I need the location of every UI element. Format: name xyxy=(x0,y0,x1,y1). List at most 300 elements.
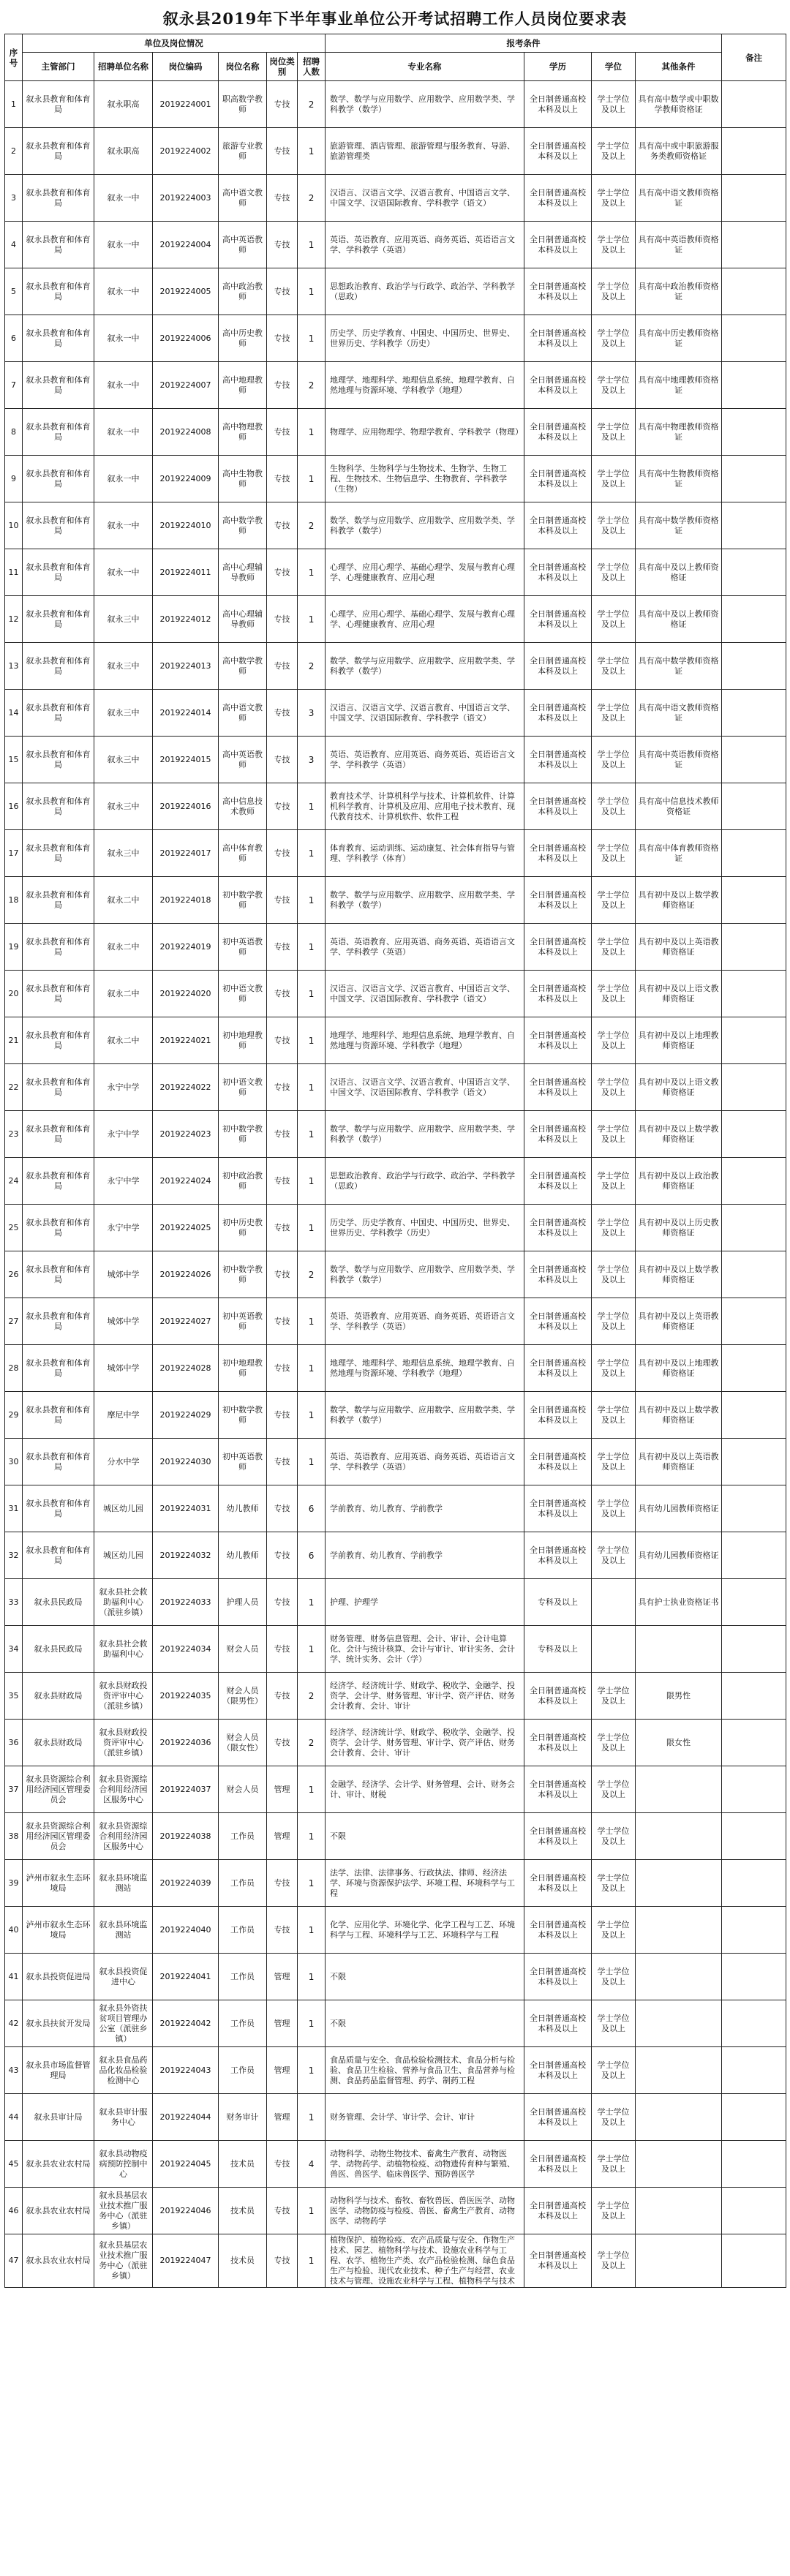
cell-degree: 学士学位及以上 xyxy=(592,362,636,409)
cell-remark xyxy=(722,549,786,596)
cell-other: 具有高中语文教师资格证 xyxy=(636,690,722,737)
cell-major: 法学、法律、法律事务、行政执法、律师、经济法学、环境与资源保护法学、环境工程、环境科学与工程 xyxy=(326,1860,524,1907)
cell-major: 动物科学、动物生物技术、畜禽生产教育、动物医学、动物药学、动植物检疫、动物遗传育种与繁殖、兽医、兽医学、临床兽医学、预防兽医学 xyxy=(326,2141,524,2188)
cell-remark xyxy=(722,1579,786,1626)
cell-post: 高中历史教师 xyxy=(219,315,267,362)
cell-post: 初中地理教师 xyxy=(219,1017,267,1064)
header-unit: 招聘单位名称 xyxy=(94,53,153,81)
table-row xyxy=(5,1017,786,1064)
table-row xyxy=(5,315,786,362)
cell-type: 专技 xyxy=(267,1860,298,1907)
table-row xyxy=(5,1954,786,2000)
cell-unit: 叙永三中 xyxy=(94,783,153,830)
cell-unit: 叙永一中 xyxy=(94,362,153,409)
cell-code: 2019224031 xyxy=(153,1485,219,1532)
cell-education: 全日制普通高校本科及以上 xyxy=(524,2188,592,2234)
cell-other: 具有高中政治教师资格证 xyxy=(636,268,722,315)
cell-code: 2019224027 xyxy=(153,1298,219,1345)
cell-count: 1 xyxy=(298,1064,326,1111)
cell-unit: 叙永县食品药品化妆品检验检测中心 xyxy=(94,2047,153,2094)
cell-type: 专技 xyxy=(267,2141,298,2188)
cell-count: 1 xyxy=(298,830,326,877)
cell-code: 2019224014 xyxy=(153,690,219,737)
cell-degree: 学士学位及以上 xyxy=(592,2094,636,2141)
cell-dept: 叙永县教育和体育局 xyxy=(23,1064,94,1111)
cell-seq: 37 xyxy=(5,1766,23,1813)
cell-degree: 学士学位及以上 xyxy=(592,268,636,315)
cell-dept: 泸州市叙永生态环境局 xyxy=(23,1907,94,1954)
cell-education: 全日制普通高校本科及以上 xyxy=(524,1298,592,1345)
cell-dept: 叙永县教育和体育局 xyxy=(23,549,94,596)
cell-remark xyxy=(722,643,786,690)
cell-code: 2019224042 xyxy=(153,2000,219,2047)
cell-seq: 43 xyxy=(5,2047,23,2094)
cell-count: 1 xyxy=(298,1111,326,1158)
cell-remark xyxy=(722,81,786,128)
cell-type: 专技 xyxy=(267,830,298,877)
cell-code: 2019224023 xyxy=(153,1111,219,1158)
cell-major: 数学、数学与应用数学、应用数学、应用数学类、学科教学（数学） xyxy=(326,877,524,924)
cell-type: 专技 xyxy=(267,268,298,315)
cell-remark xyxy=(722,1860,786,1907)
cell-major: 地理学、地理科学、地理信息系统、地理学教育、自然地理与资源环境、学科教学（地理） xyxy=(326,362,524,409)
cell-count: 1 xyxy=(298,877,326,924)
cell-post: 技术员 xyxy=(219,2141,267,2188)
cell-count: 1 xyxy=(298,1766,326,1813)
cell-seq: 10 xyxy=(5,502,23,549)
cell-degree: 学士学位及以上 xyxy=(592,1017,636,1064)
cell-type: 专技 xyxy=(267,1720,298,1766)
cell-remark xyxy=(722,971,786,1017)
cell-unit: 叙永县外资扶贫项目管理办公室（派驻乡镇） xyxy=(94,2000,153,2047)
cell-unit: 叙永一中 xyxy=(94,502,153,549)
header-degree: 学位 xyxy=(592,53,636,81)
cell-remark xyxy=(722,1954,786,2000)
cell-count: 1 xyxy=(298,1954,326,2000)
cell-major: 历史学、历史学教育、中国史、中国历史、世界史、世界历史、学科教学（历史） xyxy=(326,1205,524,1251)
cell-unit: 城区幼儿园 xyxy=(94,1532,153,1579)
cell-type: 专技 xyxy=(267,502,298,549)
cell-count: 1 xyxy=(298,2000,326,2047)
cell-remark xyxy=(722,1345,786,1392)
table-row xyxy=(5,1298,786,1345)
cell-major: 财务管理、会计学、审计学、会计、审计 xyxy=(326,2094,524,2141)
cell-unit: 叙永县基层农业技术推广服务中心（派驻乡镇） xyxy=(94,2234,153,2288)
cell-other: 具有初中及以上英语教师资格证 xyxy=(636,1439,722,1485)
cell-major: 学前教育、幼儿教育、学前教学 xyxy=(326,1532,524,1579)
cell-count: 1 xyxy=(298,1813,326,1860)
cell-dept: 叙永县财政局 xyxy=(23,1720,94,1766)
cell-type: 专技 xyxy=(267,222,298,268)
cell-type: 专技 xyxy=(267,737,298,783)
header-seq: 序号 xyxy=(5,34,23,81)
cell-remark xyxy=(722,1251,786,1298)
cell-major: 英语、英语教育、应用英语、商务英语、英语语言文学、学科教学（英语） xyxy=(326,1298,524,1345)
cell-unit: 永宁中学 xyxy=(94,1111,153,1158)
cell-degree: 学士学位及以上 xyxy=(592,1860,636,1907)
cell-major: 地理学、地理科学、地理信息系统、地理学教育、自然地理与资源环境、学科教学（地理） xyxy=(326,1345,524,1392)
cell-remark xyxy=(722,315,786,362)
cell-degree: 学士学位及以上 xyxy=(592,877,636,924)
cell-type: 专技 xyxy=(267,783,298,830)
cell-major: 经济学、经济统计学、财政学、税收学、金融学、投资学、会计学、财务管理、审计学、资产评估、财务会计教育、会计、审计 xyxy=(326,1720,524,1766)
cell-type: 管理 xyxy=(267,1954,298,2000)
table-row xyxy=(5,81,786,128)
table-row xyxy=(5,456,786,502)
cell-code: 2019224041 xyxy=(153,1954,219,2000)
cell-type: 专技 xyxy=(267,596,298,643)
cell-dept: 叙永县农业农村局 xyxy=(23,2188,94,2234)
cell-education: 全日制普通高校本科及以上 xyxy=(524,1907,592,1954)
cell-unit: 分水中学 xyxy=(94,1439,153,1485)
cell-degree: 学士学位及以上 xyxy=(592,783,636,830)
cell-education: 全日制普通高校本科及以上 xyxy=(524,830,592,877)
table-row xyxy=(5,1205,786,1251)
cell-degree: 学士学位及以上 xyxy=(592,1064,636,1111)
cell-education: 全日制普通高校本科及以上 xyxy=(524,1485,592,1532)
cell-type: 专技 xyxy=(267,643,298,690)
cell-other: 具有初中及以上语文教师资格证 xyxy=(636,971,722,1017)
cell-type: 专技 xyxy=(267,1017,298,1064)
cell-other: 具有高中及以上教师资格证 xyxy=(636,596,722,643)
cell-dept: 叙永县教育和体育局 xyxy=(23,830,94,877)
cell-major: 体育教育、运动训练、运动康复、社会体育指导与管理、学科教学（体育） xyxy=(326,830,524,877)
cell-remark xyxy=(722,2188,786,2234)
table-row xyxy=(5,2094,786,2141)
cell-type: 专技 xyxy=(267,1626,298,1673)
cell-major: 学前教育、幼儿教育、学前教学 xyxy=(326,1485,524,1532)
cell-degree: 学士学位及以上 xyxy=(592,690,636,737)
cell-unit: 叙永县社会救助福利中心（派驻乡镇） xyxy=(94,1579,153,1626)
cell-seq: 40 xyxy=(5,1907,23,1954)
cell-other xyxy=(636,2000,722,2047)
cell-count: 2 xyxy=(298,1251,326,1298)
cell-remark xyxy=(722,877,786,924)
cell-dept: 叙永县教育和体育局 xyxy=(23,409,94,456)
cell-other: 具有初中及以上语文教师资格证 xyxy=(636,1064,722,1111)
cell-seq: 26 xyxy=(5,1251,23,1298)
cell-major: 数学、数学与应用数学、应用数学、应用数学类、学科教学（数学） xyxy=(326,1392,524,1439)
cell-remark xyxy=(722,1626,786,1673)
table-row xyxy=(5,1345,786,1392)
cell-degree: 学士学位及以上 xyxy=(592,409,636,456)
table-row xyxy=(5,596,786,643)
cell-count: 1 xyxy=(298,315,326,362)
table-row xyxy=(5,222,786,268)
cell-post: 工作员 xyxy=(219,2047,267,2094)
cell-unit: 永宁中学 xyxy=(94,1158,153,1205)
cell-remark xyxy=(722,128,786,175)
cell-dept: 叙永县教育和体育局 xyxy=(23,1532,94,1579)
table-row xyxy=(5,643,786,690)
cell-post: 幼儿教师 xyxy=(219,1532,267,1579)
cell-post: 工作员 xyxy=(219,2000,267,2047)
cell-seq: 1 xyxy=(5,81,23,128)
cell-major: 化学、应用化学、环境化学、化学工程与工艺、环境科学与工程、环境科学与工艺、环境科学与工程 xyxy=(326,1907,524,1954)
cell-code: 2019224037 xyxy=(153,1766,219,1813)
cell-unit: 叙永县财政投资评审中心（派驻乡镇） xyxy=(94,1673,153,1720)
cell-seq: 41 xyxy=(5,1954,23,2000)
cell-type: 专技 xyxy=(267,1345,298,1392)
cell-education: 全日制普通高校本科及以上 xyxy=(524,1813,592,1860)
cell-type: 专技 xyxy=(267,362,298,409)
table-row xyxy=(5,1673,786,1720)
cell-education: 专科及以上 xyxy=(524,1626,592,1673)
cell-education: 全日制普通高校本科及以上 xyxy=(524,596,592,643)
cell-type: 专技 xyxy=(267,1673,298,1720)
cell-type: 专技 xyxy=(267,1158,298,1205)
cell-unit: 叙永三中 xyxy=(94,643,153,690)
cell-count: 2 xyxy=(298,175,326,222)
cell-type: 管理 xyxy=(267,1813,298,1860)
cell-count: 1 xyxy=(298,971,326,1017)
cell-remark xyxy=(722,1439,786,1485)
cell-post: 护理人员 xyxy=(219,1579,267,1626)
cell-post: 幼儿教师 xyxy=(219,1485,267,1532)
cell-major: 历史学、历史学教育、中国史、中国历史、世界史、世界历史、学科教学（历史） xyxy=(326,315,524,362)
cell-post: 高中政治教师 xyxy=(219,268,267,315)
cell-other: 限男性 xyxy=(636,1673,722,1720)
cell-unit: 叙永县财政投资评审中心（派驻乡镇） xyxy=(94,1720,153,1766)
cell-code: 2019224020 xyxy=(153,971,219,1017)
cell-type: 专技 xyxy=(267,877,298,924)
cell-seq: 28 xyxy=(5,1345,23,1392)
cell-count: 2 xyxy=(298,1720,326,1766)
cell-remark xyxy=(722,456,786,502)
cell-count: 1 xyxy=(298,222,326,268)
table-row xyxy=(5,1907,786,1954)
cell-education: 全日制普通高校本科及以上 xyxy=(524,128,592,175)
cell-code: 2019224009 xyxy=(153,456,219,502)
cell-major: 英语、英语教育、应用英语、商务英语、英语语言文学、学科教学（英语） xyxy=(326,1439,524,1485)
cell-remark xyxy=(722,596,786,643)
cell-degree: 学士学位及以上 xyxy=(592,1485,636,1532)
cell-degree: 学士学位及以上 xyxy=(592,1766,636,1813)
cell-code: 2019224038 xyxy=(153,1813,219,1860)
cell-other: 具有高中及以上教师资格证 xyxy=(636,549,722,596)
cell-major: 心理学、应用心理学、基础心理学、发展与教育心理学、心理健康教育、应用心理 xyxy=(326,596,524,643)
cell-unit: 叙永县基层农业技术推广服务中心（派驻乡镇） xyxy=(94,2188,153,2234)
cell-type: 专技 xyxy=(267,2188,298,2234)
cell-education: 全日制普通高校本科及以上 xyxy=(524,1064,592,1111)
cell-major: 植物保护、植物检疫、农产品质量与安全、作物生产技术、园艺、植物科学与技术、设施农业科学与工程、农学、植物生产类、农产品检验检测、绿色食品生产与检验、现代农业技术、种子生产与经营、农业技术与管理、设施农业科学与工程、植物科学与技术 xyxy=(326,2234,524,2288)
cell-degree: 学士学位及以上 xyxy=(592,1251,636,1298)
table-row xyxy=(5,409,786,456)
cell-count: 4 xyxy=(298,2141,326,2188)
cell-seq: 23 xyxy=(5,1111,23,1158)
cell-major: 动物科学与技术、畜牧、畜牧兽医、兽医医学、动物医学、动物防疫与检疫、兽医、畜禽生产教育、动物医学、动物药学 xyxy=(326,2188,524,2234)
cell-seq: 22 xyxy=(5,1064,23,1111)
cell-other: 限女性 xyxy=(636,1720,722,1766)
cell-count: 6 xyxy=(298,1532,326,1579)
cell-other: 具有护士执业资格证书 xyxy=(636,1579,722,1626)
cell-degree: 学士学位及以上 xyxy=(592,971,636,1017)
cell-education: 全日制普通高校本科及以上 xyxy=(524,1673,592,1720)
cell-post: 高中语文教师 xyxy=(219,690,267,737)
cell-count: 1 xyxy=(298,2234,326,2288)
cell-type: 专技 xyxy=(267,81,298,128)
cell-code: 2019224026 xyxy=(153,1251,219,1298)
cell-education: 全日制普通高校本科及以上 xyxy=(524,690,592,737)
cell-post: 技术员 xyxy=(219,2188,267,2234)
cell-seq: 34 xyxy=(5,1626,23,1673)
table-row xyxy=(5,1813,786,1860)
cell-remark xyxy=(722,362,786,409)
cell-degree: 学士学位及以上 xyxy=(592,1298,636,1345)
cell-type: 专技 xyxy=(267,175,298,222)
cell-remark xyxy=(722,2047,786,2094)
cell-remark xyxy=(722,1813,786,1860)
cell-other xyxy=(636,1766,722,1813)
cell-count: 2 xyxy=(298,362,326,409)
cell-seq: 15 xyxy=(5,737,23,783)
cell-post: 高中数学教师 xyxy=(219,502,267,549)
cell-code: 2019224002 xyxy=(153,128,219,175)
cell-code: 2019224043 xyxy=(153,2047,219,2094)
cell-count: 1 xyxy=(298,2188,326,2234)
cell-other: 具有高中体育教师资格证 xyxy=(636,830,722,877)
cell-seq: 5 xyxy=(5,268,23,315)
cell-post: 高中心理辅导教师 xyxy=(219,549,267,596)
table-row xyxy=(5,128,786,175)
cell-degree: 学士学位及以上 xyxy=(592,1439,636,1485)
cell-other: 具有初中及以上数学教师资格证 xyxy=(636,1251,722,1298)
cell-post: 工作员 xyxy=(219,1813,267,1860)
cell-dept: 叙永县教育和体育局 xyxy=(23,128,94,175)
cell-code: 2019224006 xyxy=(153,315,219,362)
cell-seq: 19 xyxy=(5,924,23,971)
cell-post: 高中英语教师 xyxy=(219,222,267,268)
cell-type: 专技 xyxy=(267,1111,298,1158)
cell-seq: 3 xyxy=(5,175,23,222)
cell-dept: 叙永县资源综合利用经济园区管理委员会 xyxy=(23,1813,94,1860)
table-row xyxy=(5,549,786,596)
cell-dept: 叙永县农业农村局 xyxy=(23,2234,94,2288)
cell-other: 具有高中英语教师资格证 xyxy=(636,737,722,783)
cell-major: 教育技术学、计算机科学与技术、计算机软件、计算机科学教育、计算机及应用、应用电子技术教育、现代教育技术、计算机软件、软件工程 xyxy=(326,783,524,830)
cell-code: 2019224004 xyxy=(153,222,219,268)
cell-unit: 叙永县资源综合利用经济园区服务中心 xyxy=(94,1766,153,1813)
cell-major: 英语、英语教育、应用英语、商务英语、英语语言文学、学科教学（英语） xyxy=(326,737,524,783)
table-row xyxy=(5,1064,786,1111)
header-count: 招聘人数 xyxy=(298,53,326,81)
cell-post: 高中语文教师 xyxy=(219,175,267,222)
cell-degree: 学士学位及以上 xyxy=(592,222,636,268)
cell-dept: 叙永县教育和体育局 xyxy=(23,362,94,409)
cell-post: 高中数学教师 xyxy=(219,643,267,690)
cell-seq: 7 xyxy=(5,362,23,409)
cell-remark xyxy=(722,2000,786,2047)
table-row xyxy=(5,268,786,315)
cell-degree: 学士学位及以上 xyxy=(592,502,636,549)
cell-code: 2019224045 xyxy=(153,2141,219,2188)
cell-count: 2 xyxy=(298,643,326,690)
cell-count: 1 xyxy=(298,549,326,596)
cell-dept: 叙永县教育和体育局 xyxy=(23,175,94,222)
cell-other: 具有初中及以上英语教师资格证 xyxy=(636,924,722,971)
cell-dept: 叙永县教育和体育局 xyxy=(23,690,94,737)
cell-remark xyxy=(722,1158,786,1205)
cell-post: 职高数学教师 xyxy=(219,81,267,128)
cell-post: 初中数学教师 xyxy=(219,1251,267,1298)
cell-degree: 学士学位及以上 xyxy=(592,737,636,783)
cell-education: 全日制普通高校本科及以上 xyxy=(524,1158,592,1205)
table-row xyxy=(5,1439,786,1485)
cell-post: 初中数学教师 xyxy=(219,1392,267,1439)
cell-remark xyxy=(722,1673,786,1720)
cell-seq: 18 xyxy=(5,877,23,924)
cell-education: 全日制普通高校本科及以上 xyxy=(524,877,592,924)
cell-post: 旅游专业教师 xyxy=(219,128,267,175)
cell-dept: 叙永县教育和体育局 xyxy=(23,1439,94,1485)
cell-seq: 9 xyxy=(5,456,23,502)
cell-code: 2019224040 xyxy=(153,1907,219,1954)
cell-unit: 叙永二中 xyxy=(94,924,153,971)
cell-education: 全日制普通高校本科及以上 xyxy=(524,315,592,362)
cell-remark xyxy=(722,502,786,549)
cell-count: 1 xyxy=(298,1907,326,1954)
cell-seq: 46 xyxy=(5,2188,23,2234)
cell-code: 2019224039 xyxy=(153,1860,219,1907)
cell-post: 初中英语教师 xyxy=(219,1298,267,1345)
table-row xyxy=(5,1579,786,1626)
cell-education: 全日制普通高校本科及以上 xyxy=(524,1766,592,1813)
cell-unit: 永宁中学 xyxy=(94,1064,153,1111)
cell-count: 1 xyxy=(298,1579,326,1626)
cell-unit: 城区幼儿园 xyxy=(94,1485,153,1532)
table-row xyxy=(5,1720,786,1766)
cell-degree: 学士学位及以上 xyxy=(592,315,636,362)
cell-unit: 叙永一中 xyxy=(94,222,153,268)
cell-count: 1 xyxy=(298,1345,326,1392)
cell-degree: 学士学位及以上 xyxy=(592,549,636,596)
cell-seq: 8 xyxy=(5,409,23,456)
cell-major: 汉语言、汉语言文学、汉语言教育、中国语言文学、中国文学、汉语国际教育、学科教学（语文） xyxy=(326,1064,524,1111)
cell-unit: 叙永县投资促进中心 xyxy=(94,1954,153,2000)
cell-count: 1 xyxy=(298,128,326,175)
cell-remark xyxy=(722,268,786,315)
cell-other: 具有高中语文教师资格证 xyxy=(636,175,722,222)
cell-code: 2019224034 xyxy=(153,1626,219,1673)
cell-other: 具有高中或中职旅游服务类教师资格证 xyxy=(636,128,722,175)
cell-degree: 学士学位及以上 xyxy=(592,81,636,128)
cell-seq: 16 xyxy=(5,783,23,830)
cell-dept: 叙永县审计局 xyxy=(23,2094,94,2141)
cell-major: 数学、数学与应用数学、应用数学、应用数学类、学科教学（数学） xyxy=(326,1251,524,1298)
cell-remark xyxy=(722,690,786,737)
cell-unit: 叙永一中 xyxy=(94,175,153,222)
cell-post: 工作员 xyxy=(219,1860,267,1907)
cell-dept: 叙永县民政局 xyxy=(23,1579,94,1626)
cell-unit: 叙永三中 xyxy=(94,737,153,783)
cell-seq: 44 xyxy=(5,2094,23,2141)
cell-education: 全日制普通高校本科及以上 xyxy=(524,1345,592,1392)
cell-other: 具有初中及以上数学教师资格证 xyxy=(636,1111,722,1158)
cell-degree xyxy=(592,1626,636,1673)
cell-education: 全日制普通高校本科及以上 xyxy=(524,1439,592,1485)
cell-degree: 学士学位及以上 xyxy=(592,1111,636,1158)
cell-education: 专科及以上 xyxy=(524,1579,592,1626)
cell-unit: 叙永一中 xyxy=(94,456,153,502)
cell-remark xyxy=(722,1064,786,1111)
cell-major: 物理学、应用物理学、物理学教育、学科教学（物理） xyxy=(326,409,524,456)
cell-major: 心理学、应用心理学、基础心理学、发展与教育心理学、心理健康教育、应用心理 xyxy=(326,549,524,596)
table-row xyxy=(5,924,786,971)
cell-education: 全日制普通高校本科及以上 xyxy=(524,2047,592,2094)
cell-unit: 叙永县环境监测站 xyxy=(94,1907,153,1954)
cell-other: 具有高中历史教师资格证 xyxy=(636,315,722,362)
cell-remark xyxy=(722,1111,786,1158)
